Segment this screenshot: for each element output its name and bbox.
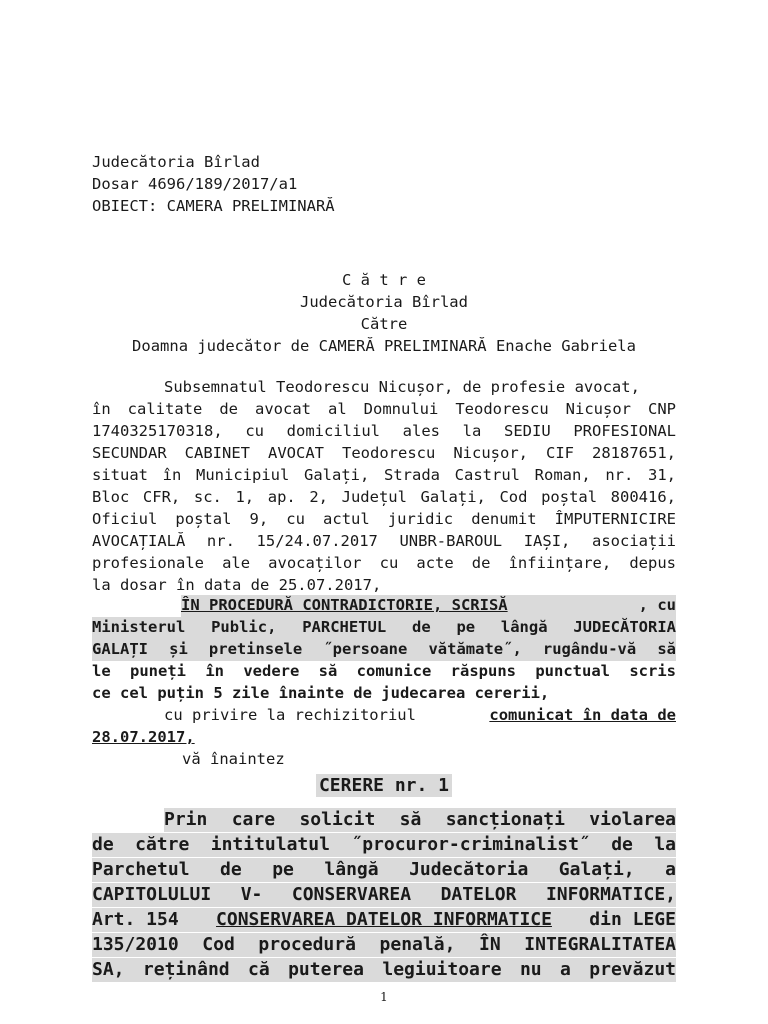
header-file-number: Dosar 4696/189/2017/a1 xyxy=(92,175,298,193)
body-line: Subsemnatul Teodorescu Nicușor, de profesie avocat, xyxy=(164,378,640,396)
procedure-suffix: , cu xyxy=(638,596,676,614)
procedure-underlined: ÎN PROCEDURĂ CONTRADICTORIE, SCRISĂ xyxy=(181,596,508,614)
body-line: profesionale ale avocaților cu acte de înființare, depus xyxy=(92,554,676,572)
request-line: de către intitulatul ˝procuror-criminalist˝ de la xyxy=(92,834,676,855)
request-line: Parchetul de pe lângă Judecătoria Galați, a xyxy=(92,859,676,880)
page-number: 1 xyxy=(380,990,388,1004)
procedure-line: GALAȚI și pretinsele ˝persoane vătămate˝, rugându-vă să xyxy=(92,639,676,661)
request-title xyxy=(92,774,676,798)
request-line: 135/2010 Cod procedură penală, ÎN INTEGRALITATEA xyxy=(92,934,676,955)
request-art-underlined: CONSERVAREA DATELOR INFORMATICE xyxy=(216,909,552,930)
body-line: AVOCAȚIALĂ nr. 15/24.07.2017 UNBR-BAROUL IAȘI, asociații xyxy=(92,532,676,550)
request-art-prefix: Art. 154 xyxy=(92,909,179,930)
procedure-line xyxy=(181,595,676,617)
request-title-text: CERERE nr. 1 xyxy=(316,774,452,797)
regarding-prefix: cu privire la rechizitoriul xyxy=(164,706,416,724)
request-art-line xyxy=(92,908,676,932)
address-court: Judecătoria Bîrlad xyxy=(300,293,468,311)
request-line: Prin care solicit să sancționați violarea xyxy=(164,809,676,830)
body-line: situat în Municipiul Galați, Strada Castrul Roman, nr. 31, xyxy=(92,466,676,484)
header-object: OBIECT: CAMERA PRELIMINARĂ xyxy=(92,197,335,215)
request-art-suffix: din LEGE xyxy=(589,909,676,930)
regarding-line xyxy=(164,705,676,727)
address-judge: Doamna judecător de CAMERĂ PRELIMINARĂ Enache Gabriela xyxy=(132,337,636,355)
body-line: în calitate de avocat al Domnului Teodorescu Nicușor CNP xyxy=(92,400,676,418)
header-court: Judecătoria Bîrlad xyxy=(92,153,260,171)
body-line: Oficiul poștal 9, cu actul juridic denumit ÎMPUTERNICIRE xyxy=(92,510,676,528)
body-line: SECUNDAR CABINET AVOCAT Teodorescu Nicușor, CIF 28187651, xyxy=(92,444,676,462)
regarding-date: 28.07.2017, xyxy=(92,728,195,746)
address-to: C ă t r e xyxy=(342,271,426,289)
submit-line: vă înaintez xyxy=(182,750,285,768)
request-line: SA, reținând că puterea legiuitoare nu a prevăzut xyxy=(92,959,676,980)
procedure-line: ce cel puțin 5 zile înainte de judecarea cererii, xyxy=(92,684,550,702)
procedure-line: le puneți în vedere să comunice răspuns punctual scris xyxy=(92,662,676,680)
body-line: la dosar în data de 25.07.2017, xyxy=(92,576,382,594)
regarding-underlined: comunicat în data de xyxy=(489,706,676,724)
body-line: Bloc CFR, sc. 1, ap. 2, Județul Galați, Cod poștal 800416, xyxy=(92,488,676,506)
procedure-line: Ministerul Public, PARCHETUL de pe lângă JUDECĂTORIA xyxy=(92,617,676,639)
body-line: 1740325170318, cu domiciliul ales la SEDIU PROFESIONAL xyxy=(92,422,676,440)
address-to-2: Către xyxy=(360,315,408,333)
request-line: CAPITOLULUI V- CONSERVAREA DATELOR INFORMATICE, xyxy=(92,884,676,905)
